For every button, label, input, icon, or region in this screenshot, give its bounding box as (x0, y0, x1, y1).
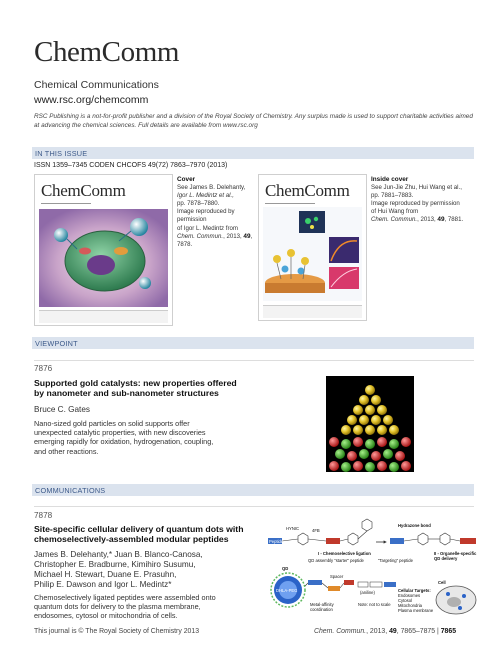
scheme-label-aniline: (aniline) (360, 590, 375, 595)
abstract-line: emerging rapidly for oxidation, hydrogenation, coupling, (34, 437, 214, 447)
article-page-number: 7878 (34, 511, 53, 520)
inside-cover-caption (371, 176, 471, 225)
journal-brand: ChemComm (34, 36, 180, 68)
cover-caption-journal: Chem. Commun. (371, 216, 418, 224)
cover-title: ChemComm (41, 181, 126, 200)
article-title-line: Site-specific cellular delivery of quantum dots with (34, 524, 244, 534)
scheme-label-metal: Metal-affinity coordination (310, 602, 334, 612)
divider (34, 506, 474, 507)
cover-caption-line: See Jun-Jie Zhu, Hui Wang et al., (371, 184, 462, 192)
scheme-label-4fb: 4FB (312, 528, 320, 533)
journal-url[interactable]: www.rsc.org/chemcomm (34, 94, 149, 106)
cover-caption-line: Image reproduced by permission (177, 208, 235, 224)
cover-image[interactable] (34, 174, 173, 326)
scheme-label-cell: Cell (438, 580, 446, 585)
abstract-line: endosomes, cytosol or mitochondria of cells. (34, 611, 178, 621)
target-item: Endosomes (398, 593, 421, 598)
section-heading: IN THIS ISSUE (35, 149, 88, 158)
target-item: Cytosol (398, 598, 412, 603)
section-band-viewpoint (32, 337, 474, 349)
scheme-label-spacer: Spacer (330, 574, 344, 579)
section-heading: VIEWPOINT (35, 339, 78, 348)
target-item: Plasma membrane (398, 608, 434, 613)
author-line: Michael H. Stewart, Duane E. Prasuhn, (34, 570, 177, 579)
abstract-line: and other reactions. (34, 446, 99, 456)
scheme-label-organelle: II - Organelle-specific QD delivery (434, 551, 477, 561)
author-line: Christopher E. Bradburne, Kimihiro Susumu, (34, 560, 196, 569)
footer-journal: Chem. Commun. (314, 628, 367, 635)
cover-caption-line: of Igor L. Medintz from (177, 224, 238, 232)
section-band-in-this-issue (32, 147, 474, 159)
cover-caption-year: , 2013, (417, 216, 438, 224)
scheme-label-qd: QD (282, 566, 289, 571)
footer-year: , 2013, (366, 628, 390, 635)
publisher-notice: RSC Publishing is a not-for-profit publisher and a division of the Royal Society of Chemistry. Any surplus made is used to support charitable activities aimed at advancing the chemical sciences. Full details are available from www.rsc.org (34, 113, 473, 129)
cover-caption-page: , 7878. (177, 232, 253, 248)
scheme-label-ligation: I - Chemoselective ligation (318, 551, 371, 556)
scheme-label-hydrazone: Hydrazone bond (398, 523, 431, 528)
footer-copyright: This journal is © The Royal Society of Chemistry 2013 (34, 628, 200, 635)
journal-subtitle: Chemical Communications (34, 79, 159, 91)
scheme-cellular-targets (398, 588, 438, 613)
article-title-line: chemoselectively-assembled modular peptides (34, 534, 229, 544)
gold-cluster-graphic (326, 376, 414, 472)
cover-caption-line: See James B. Delehanty, (177, 184, 246, 192)
inside-cover-caption-label: Inside cover (371, 176, 409, 183)
scheme-label-hynic: HYNIC (286, 526, 300, 531)
author-line: Philip E. Dawson and Igor L. Medintz* (34, 580, 172, 589)
scheme-label-targeting: “Targeting” peptide (378, 558, 413, 563)
cover-caption-line: of Hui Wang from (371, 208, 419, 216)
abstract-line: Nano-sized gold particles on solid supports offer (34, 419, 190, 428)
section-heading: COMMUNICATIONS (35, 486, 106, 495)
divider (34, 360, 474, 361)
cover-caption-line: Image reproduced by permission (371, 200, 460, 208)
cover-caption-volume: 49 (437, 216, 445, 224)
author-line: James B. Delehanty,* Juan B. Blanco-Canosa, (34, 550, 203, 559)
cover-caption-page: , 7881. (444, 216, 464, 224)
article-abstract (34, 593, 274, 621)
abstract-line: unexpected catalytic properties, with new discoveries (34, 428, 206, 438)
scheme-label-scale: Note: not to scale (358, 602, 391, 607)
inside-cover-illustration (259, 175, 366, 320)
cover-footer (263, 305, 362, 318)
targets-heading: Cellular Targets: (398, 588, 431, 593)
article-title-line: Supported gold catalysts: new properties offered (34, 378, 237, 388)
article-page-number: 7876 (34, 364, 53, 373)
cover-title: ChemComm (265, 181, 350, 200)
target-item: Mitochondria (398, 603, 422, 608)
footer-pages: , 7865–7875 | (396, 628, 441, 635)
cover-caption-line: pp. 7878–7880. (177, 200, 220, 208)
cover-caption (177, 176, 257, 249)
footer-volume: 49 (389, 628, 397, 635)
article-abstract (34, 419, 274, 456)
section-band-communications (32, 484, 474, 496)
inside-cover-image[interactable] (258, 174, 367, 321)
footer-citation (314, 628, 456, 635)
article-author: Bruce C. Gates (34, 405, 90, 414)
abstract-line: quantum dots for delivery to the plasma membrane, (34, 602, 201, 612)
abstract-line: Chemoselectively ligated peptides were assembled onto (34, 593, 216, 602)
qd-peptide-scheme (268, 518, 478, 618)
cover-caption-year: , 2013, (223, 232, 244, 240)
issn-line: ISSN 1359–7345 CODEN CHCOFS 49(72) 7863–7970 (2013) (34, 162, 228, 169)
cover-caption-label: Cover (177, 176, 196, 183)
cover-footer (39, 310, 168, 323)
article-title[interactable] (34, 378, 324, 398)
cover-caption-line: Igor L. Medintz et al., (177, 192, 234, 200)
cover-caption-line: pp. 7881–7883. (371, 192, 414, 200)
cover-caption-journal: Chem. Commun. (177, 232, 224, 240)
cover-caption-volume: 49 (243, 232, 251, 240)
article-title-line: by nanometer and sub-nanometer structures (34, 388, 219, 398)
scheme-label-peptide: Peptide (269, 539, 284, 544)
cover-illustration (35, 175, 172, 325)
scheme-label-assembly: QD assembly “starter” peptide (308, 558, 364, 563)
article-authors (34, 550, 304, 590)
footer-page-number: 7865 (440, 628, 457, 635)
scheme-label-dhla: DHLA-PEG (276, 588, 298, 593)
